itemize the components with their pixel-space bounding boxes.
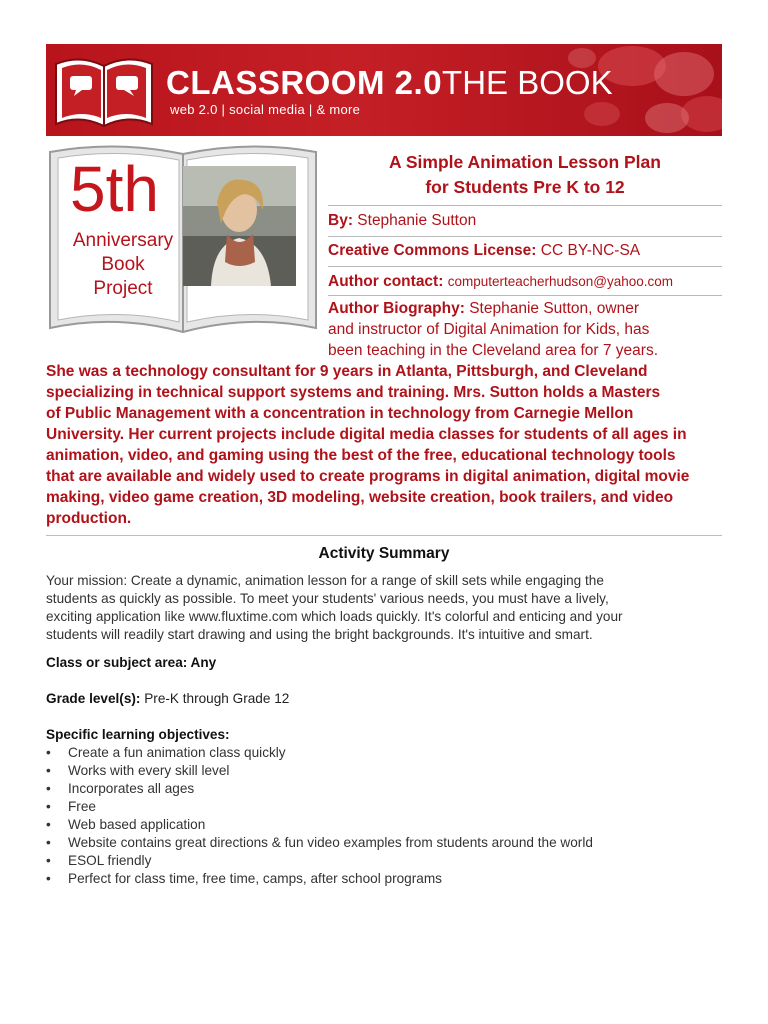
author-biography-body: She was a technology consultant for 9 years in Atlanta, Pittsburgh, and Cleveland specializing in technical support systems and training. Mrs. Sutton holds a Masters of Public Management with a concentration in technology from Carnegie Mellon University. Her current projects include digital media classes for students of all ages in animation, video, and gaming using the best of the free, educational technology tools that are available and widely used to create programs in digital animation, digital movie making, video game creation, 3D modeling, website creation, book trailers, and video production. xyxy=(46,363,690,527)
author-contact: Author contact: computerteacherhudson@yahoo.com xyxy=(328,273,674,290)
lesson-title: A Simple Animation Lesson Plan for Students Pre K to 12 xyxy=(389,152,661,197)
divider xyxy=(328,205,722,206)
anniversary-number: 5th xyxy=(70,153,159,225)
list-item: • Works with every skill level xyxy=(46,762,593,780)
header-banner xyxy=(46,44,722,136)
divider xyxy=(46,535,722,536)
list-item: • Web based application xyxy=(46,816,593,834)
anniversary-text: Anniversary Book Project xyxy=(72,230,174,299)
objectives-list xyxy=(46,744,593,888)
divider xyxy=(328,236,722,237)
activity-summary-heading: Activity Summary xyxy=(318,545,450,562)
list-item: • Incorporates all ages xyxy=(46,780,593,798)
class-subject-area: Class or subject area: Any xyxy=(46,655,217,670)
divider xyxy=(328,295,722,296)
license-line: Creative Commons License: CC BY-NC-SA xyxy=(328,242,641,259)
list-item: • Create a fun animation class quickly xyxy=(46,744,593,762)
divider xyxy=(328,266,722,267)
banner-title: CLASSROOM 2.0THE BOOK xyxy=(166,64,613,101)
list-item: • ESOL friendly xyxy=(46,852,593,870)
author-email-link[interactable]: computerteacherhudson@yahoo.com xyxy=(447,274,674,289)
banner-subtitle: web 2.0 | social media | & more xyxy=(170,102,361,117)
author-photo xyxy=(183,166,296,286)
grade-levels: Grade level(s): Pre-K through Grade 12 xyxy=(46,691,290,706)
list-item: • Free xyxy=(46,798,593,816)
author-biography-intro: Author Biography: Stephanie Sutton, owner and instructor of Digital Animation for Kids, has been teaching in the Cleveland area for 7 years. xyxy=(328,300,659,359)
list-item: • Website contains great directions & fun video examples from students around the world xyxy=(46,834,593,852)
author-by: By: Stephanie Sutton xyxy=(328,212,477,229)
book-logo-icon xyxy=(52,50,156,132)
objectives-heading: Specific learning objectives: xyxy=(46,727,230,742)
list-item: • Perfect for class time, free time, camps, after school programs xyxy=(46,870,593,888)
activity-summary-text: Your mission: Create a dynamic, animation lesson for a range of skill sets while engaging the students as quickly as possible. To meet your students' various needs, you must have a lively, exciting application like www.fluxtime.com which loads quickly. It's colorful and enticing and your students will readily start drawing and using the bright backgrounds. It's intuitive and smart. xyxy=(46,573,623,642)
